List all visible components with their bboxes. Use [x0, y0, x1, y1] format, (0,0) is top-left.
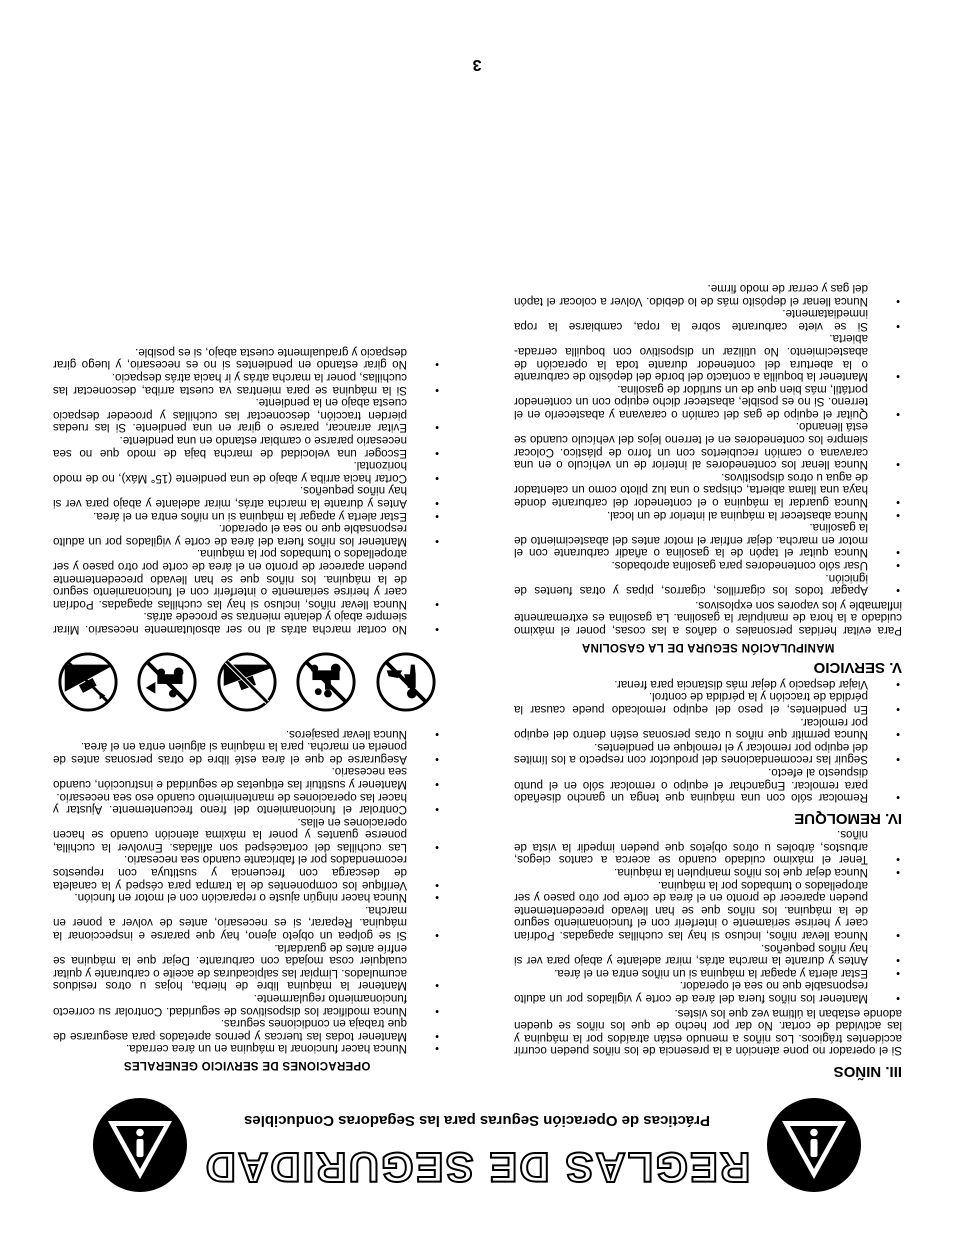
no-passengers-icon [296, 651, 358, 713]
list-item: • Si se viete carburante sobre la ropa, cambiarse la ropa inmediatamente. [514, 307, 902, 332]
list-item: • Nunca guardar la máquina o el contenedor del carburante donde haya una llama abierta, chispas o una luz piloto como un calentador de agua u otros dispositivos. [514, 470, 902, 508]
gasolina-list [514, 281, 902, 596]
list-item: • Mantener y sustituir las etiquetas de seguridad e instrucción, cuando sea necesario. [53, 765, 441, 790]
list-item: • En pendientes, el peso del equipo remolcado puede causar la pérdida de tracción y la pérdida de control. [514, 690, 902, 715]
gasolina-intro: Para evitar heridas personales o daños a las cosas, poner el máximo cuidado a la hora de manipular la gasolina. La gasolina es extremamente inflamable y los vapores son explosivos. [514, 598, 902, 637]
gasolina-subheading: MANIPULACIÓN SEGURA DE LA GASOLINA [581, 640, 835, 653]
left-column [514, 277, 902, 1080]
section-heading-operaciones: OPERACIONES DE SERVICIO GENERALES [123, 1059, 371, 1071]
list-item: • Controlar el funcionamiento del freno frecuentemente. Ajustar y hacer las operaciones de mantenimiento cuando eso sea necesario. [53, 790, 441, 815]
list-item: • Mantener la boquilla a contacto del borde del depósito de carburante o la abertura del contenedor durante toda la operación de abastecimiento. No utilizar un dispositivo con boquilla cerrada-abierta. [514, 332, 902, 382]
list-item: • Mantener todas las tuercas y pernos apretados para asegurarse de que trabaja en condiciones seguras. [53, 1017, 441, 1042]
list-item: • Nunca llevar pasajeros. [53, 727, 441, 740]
list-item: • Tener el máximo cuidado cuando se acerca a cantos ciegos, arbustos, árboles u otros objetos que pueden impedir la vista de niños. [514, 828, 902, 866]
list-item: • Viajar despacio y dejar más distancia para frenar. [514, 677, 902, 690]
list-item: • Mantener los niños fuera del área de corte y vigilados por un adulto responsable que no sea el operador. [514, 979, 902, 1004]
list-item: • Nunca quitar el tapón de la gasolina o añadir carburante con el motor en marcha. dejar enfriar el motor antes del abastecimiento de la gasolina. [514, 521, 902, 559]
list-item: • Nunca hacer funcionar la máquina en un área cerrada. [53, 1042, 441, 1055]
operation-list [53, 345, 441, 635]
list-item: • Estar alerta y apagar la máquina si un niños entra en el área. [514, 966, 902, 979]
list-item: • Nunca llevar niños, incluso si hay las cuchillas apagadas. Podrían caer y herirse seriamente o interferir con el funcionamiento seguro de la máquina. los niños que se han llevado precedentemente pueden aparecer de pronto en el área de corte por otro paseo y ser atropellados o tumbados por la máquina. [514, 878, 902, 941]
no-slope-side-icon [216, 651, 278, 713]
page-number: 3 [472, 56, 482, 73]
list-item: • Las cuchillas del cortacésped son afiladas. Envolver la cuchilla, ponerse guantes y poner la máxima atención cuando se hacen operaciones en ellas. [53, 815, 441, 853]
list-item: • Mantener la máquina libre de hierba, hojas u otros residuos acumulados. Limpiar las salpicaduras de aceite o carburante y quitar cualquier cosa mojada con carburante. Dejar que la máquina se enfríe antes de guardarla. [53, 941, 441, 991]
list-item: • No cortar marcha atrás al no ser absolutamente necesario. Mirar siempre abajo y delante mientras se procede atrás. [53, 610, 441, 635]
list-item: • Mantener los niños fuera del área de corte y vigilados por un adulto responsable que no sea el operador. [53, 522, 441, 547]
safety-alert-icon [90, 1095, 190, 1195]
section-heading-ninos: III. NIÑOS [833, 1063, 902, 1080]
list-item: • Quitar el equipo de gas del camión o caravana y abastecerlo en el terreno. Si no es posible, abastecer dicho equipo con un contenedor portátil, más bien que de un surtidor de gasolina. [514, 382, 902, 420]
section-heading-remolque: IV. REMOLQUE [794, 809, 902, 827]
operaciones-list [53, 727, 441, 1054]
list-item: • Estar alerta y apagar la máquina si un niños entra en el área. [53, 509, 441, 522]
no-children-icon [375, 651, 437, 713]
list-item: • Nunca hacer ningún ajuste o reparación con el motor en función. [53, 891, 441, 904]
list-item: • Verifique los componentes de la trampa para césped y la canaleta de descarga con frecuencia y sustituya con repuestos recomendados por el fabricante cuando sea necesario. [53, 853, 441, 891]
list-item: • Cortar hacia arriba y abajo de una pendiente (15° Máx), no de modo horizontal. [53, 459, 441, 484]
list-item: • Si la máquina se para mientras va cuesta arriba, desconectar las cuchillas, poner la marcha atrás y ir hacia atrás despacio. [53, 371, 441, 396]
list-item: • Nunca abastecer la máquina al interior de un local. [514, 508, 902, 521]
ninos-list [514, 828, 902, 1004]
list-item: • Escoger una velocidad de marcha baja de modo que no sea necesario pararse o cambiar estando en una pendiente. [53, 433, 441, 458]
list-item: • Apagar todos los cigarrillos, cigarros, pipas y otras fuentes de ignición. [514, 571, 902, 596]
list-item: • Nunca permitir que niños u otras personas estén dentro del equipo por remolcar. [514, 715, 902, 740]
list-item: • Nunca modificar los dispositivos de seguridad. Controlar su correcto funcionamiento regularmente. [53, 991, 441, 1016]
list-item: • Usar sólo contenedores para gasolina aprobados. [514, 558, 902, 571]
header [0, 1085, 954, 1195]
page-title: REGLAS DE SEGURIDAD [203, 1144, 751, 1191]
page-subtitle: Prácticas de Operación Seguras para las Segadoras Conducibles [243, 1112, 711, 1129]
ninos-intro: Si el operador no pone atención a la presencia de los niños pueden ocurrir accidentes trágicos. Los niños a menudo están atraídos por la máquina y las actividad de cortar. No dar por hecho de que los niños se queden adonde estaban la última vez que los vistes. [514, 1006, 902, 1058]
list-item: • Si se golpea un objeto ajeno, hay que pararse e inspeccionar la máquina. Reparar, si es necesario, antes de volver a poner en marcha. [53, 903, 441, 941]
list-item: • Antes y durante la marcha atrás, mirar adelante y abajo para ver si hay niños pequeños. [514, 941, 902, 966]
list-item: • Nunca llenar el depósito más de lo debido. Volver a colocar el tapón del gas y cerrar de modo firme. [514, 281, 902, 306]
list-item: • Evitar arrancar, pararse o girar en una pendiente. Si las ruedas pierden tracción, desconectar las cuchillas y proceder despacio cuesta abajo en la pendiente. [53, 396, 441, 434]
pictogram-row [53, 651, 441, 713]
list-item: • Antes y durante la marcha atrás, mirar adelante y abajo para ver si hay niños pequeños. [53, 484, 441, 509]
list-item: • Nunca llevar niños, incluso si hay las cuchillas apagadas. Podrían caer y herirse seriamente o interferir con el funcionamiento seguro de la máquina. los niños que se han llevado precedentemente pueden aparecer de pronto en el área de corte por otro paseo y ser atropellados o tumbados por la máquina. [53, 547, 441, 610]
safety-alert-icon [764, 1095, 864, 1195]
no-reverse-mowing-icon [137, 651, 199, 713]
list-item: • Asegurarse de que el área esté libre de otras personas antes de ponerla en marcha. para la máquina si alguien entra en el área. [53, 740, 441, 765]
section-heading-servicio: V. SERVICIO [813, 659, 902, 677]
list-item: • Nunca llenar los contenedores al interior de un vehículo o en una caravana o camión recubiertos con un forro de plástico. Colocar siempre los contenedores en el terreno lejos del vehículo cuando se está llenando. [514, 420, 902, 470]
list-item: • Seguir las recomendaciones del productor con respecto a los límites del equipo por remolcar y el remolque en pendientes. [514, 740, 902, 765]
list-item: • No girar estando en pendientes si no es necesario, y luego girar despacio y gradualmente cuesta abajo, si es posible. [53, 345, 441, 370]
list-item: • Remolcar sólo con una máquina que tenga un gancho diseñado para remolcar. Enganchar el equipo o remolcar sólo en el punto dispuesto al efecto. [514, 765, 902, 803]
right-column [53, 341, 441, 1077]
remolque-list [514, 677, 902, 803]
list-item: • Nunca dejar que los niños manipulen la máquina. [514, 866, 902, 879]
slope-15-max-icon [57, 651, 119, 713]
